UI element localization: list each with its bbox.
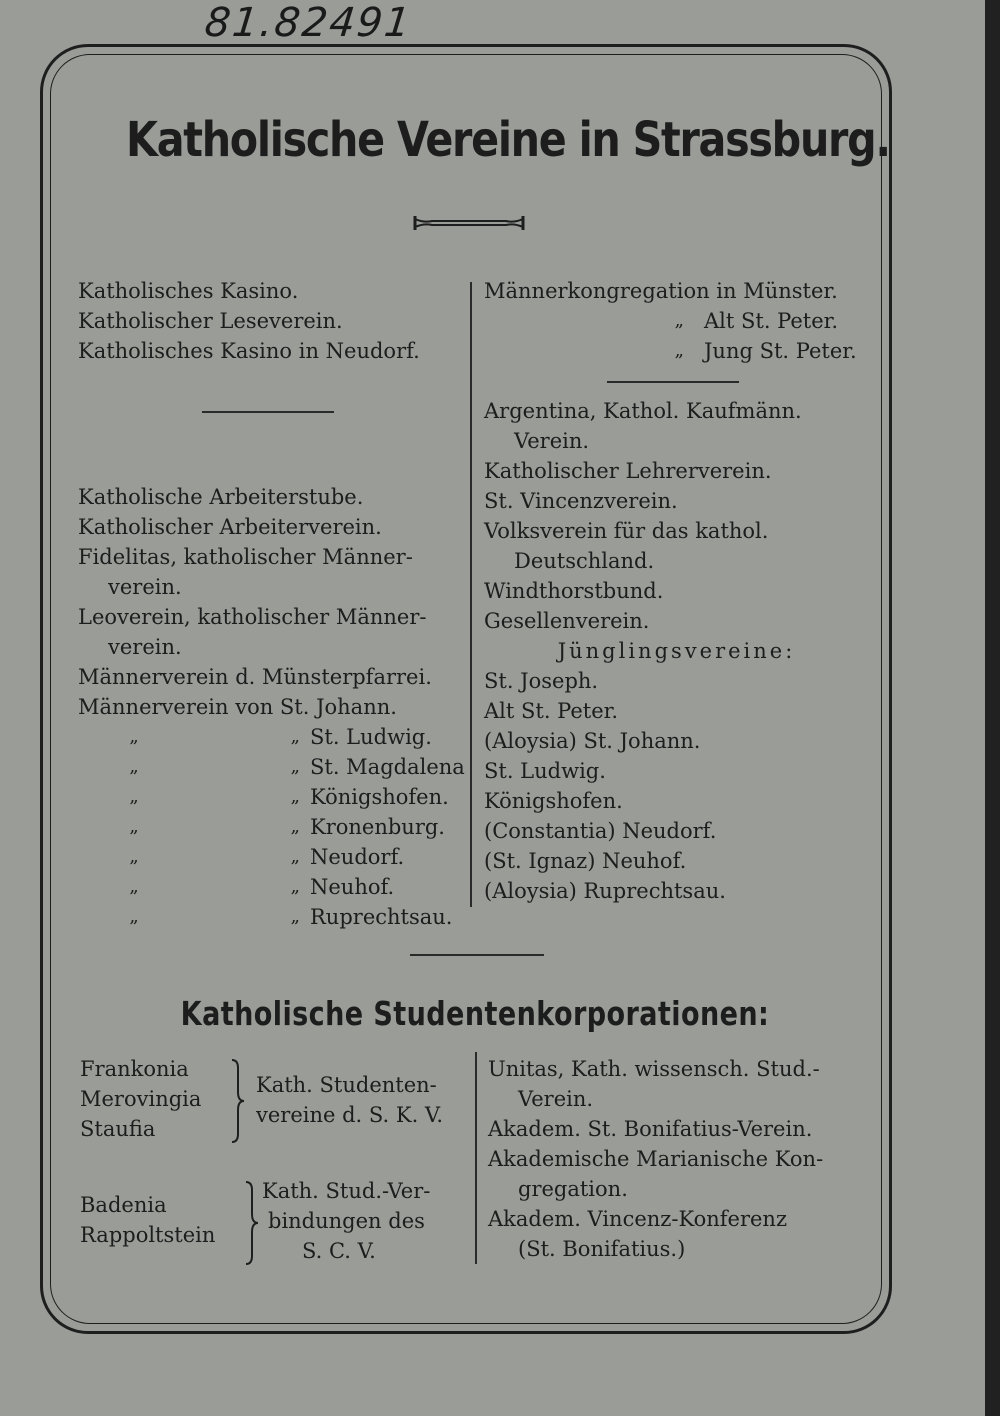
list-item: Akadem. St. Bonifatius-Verein. bbox=[488, 1117, 813, 1141]
list-item: Gesellenverein. bbox=[484, 609, 650, 633]
left-column bbox=[78, 276, 468, 932]
list-item: (St. Bonifatius.) bbox=[518, 1237, 686, 1261]
column-divider bbox=[475, 1052, 477, 1264]
list-item: gregation. bbox=[518, 1177, 628, 1201]
list-item: „ „ Ruprechtsau. bbox=[129, 905, 453, 929]
ornament-divider bbox=[412, 212, 526, 234]
list-item: Alt St. Peter. bbox=[484, 699, 619, 723]
list-item: Fidelitas, katholischer Männer- bbox=[78, 545, 413, 569]
list-item: „ „ Neudorf. bbox=[129, 845, 405, 869]
list-item: „ „ Neuhof. bbox=[129, 875, 395, 899]
list-item: verein. bbox=[108, 635, 182, 659]
list-item: Akadem. Vincenz-Konferenz bbox=[488, 1207, 788, 1231]
student-group-b bbox=[80, 1190, 215, 1250]
list-item: Staufia bbox=[80, 1117, 156, 1141]
list-item: Königshofen. bbox=[484, 789, 623, 813]
list-item: (Aloysia) Ruprechtsau. bbox=[484, 879, 726, 903]
list-item: „ „ Kronenburg. bbox=[129, 815, 445, 839]
page-title: Katholische Vereine in Strassburg. bbox=[126, 112, 890, 168]
list-item: „ „ Königshofen. bbox=[129, 785, 449, 809]
list-item: Katholische Arbeiterstube. bbox=[78, 485, 364, 509]
handwritten-shelfmark: 81.82491 bbox=[202, 0, 415, 46]
list-item: Leoverein, katholischer Männer- bbox=[78, 605, 427, 629]
brace-icon bbox=[242, 1180, 262, 1266]
list-item: Katholischer Arbeiterverein. bbox=[78, 515, 382, 539]
section-divider bbox=[607, 381, 739, 383]
list-item: Windthorstbund. bbox=[484, 579, 664, 603]
list-item: „ „ St. Ludwig. bbox=[129, 725, 432, 749]
section-heading: Jünglingsvereine: bbox=[557, 639, 796, 663]
list-item: Verein. bbox=[518, 1087, 594, 1111]
page-edge-shadow bbox=[985, 0, 1000, 1416]
student-group-b-label: Kath. Stud.-Ver- bindungen des S. C. V. bbox=[262, 1179, 431, 1263]
list-item: St. Ludwig. bbox=[484, 759, 606, 783]
list-item: Katholisches Kasino. bbox=[78, 279, 299, 303]
list-item: St. Joseph. bbox=[484, 669, 599, 693]
list-item: Akademische Marianische Kon- bbox=[488, 1147, 824, 1171]
list-item: Volksverein für das kathol. bbox=[484, 519, 769, 543]
list-item: Rappoltstein bbox=[80, 1223, 216, 1247]
right-column bbox=[484, 276, 869, 906]
list-item: verein. bbox=[108, 575, 182, 599]
list-item: Deutschland. bbox=[514, 549, 655, 573]
list-item: (Aloysia) St. Johann. bbox=[484, 729, 701, 753]
list-item: Badenia bbox=[80, 1193, 167, 1217]
list-item: Argentina, Kathol. Kaufmänn. bbox=[484, 399, 802, 423]
student-group-a bbox=[80, 1054, 201, 1144]
list-item: „ „ St. Magdalena bbox=[129, 755, 465, 779]
list-item: (Constantia) Neudorf. bbox=[484, 819, 717, 843]
list-item: Katholisches Kasino in Neudorf. bbox=[78, 339, 420, 363]
list-item: Merovingia bbox=[80, 1087, 202, 1111]
list-item: St. Vincenzverein. bbox=[484, 489, 678, 513]
list-item: Männerverein von St. Johann. bbox=[78, 695, 397, 719]
list-item: Männerverein d. Münsterpfarrei. bbox=[78, 665, 432, 689]
column-divider bbox=[470, 282, 472, 907]
student-group-a-label: Kath. Studenten- vereine d. S. K. V. bbox=[256, 1073, 444, 1127]
student-right-column bbox=[488, 1054, 870, 1264]
list-item: „ Alt St. Peter. bbox=[674, 309, 839, 333]
list-item: Verein. bbox=[514, 429, 590, 453]
list-item: Frankonia bbox=[80, 1057, 189, 1081]
list-item: Männerkongregation in Münster. bbox=[484, 279, 838, 303]
brace-icon bbox=[228, 1058, 248, 1144]
list-item: Katholischer Lehrerverein. bbox=[484, 459, 772, 483]
section-title: Katholische Studentenkorporationen: bbox=[180, 994, 770, 1033]
list-item: „ Jung St. Peter. bbox=[674, 339, 857, 363]
section-divider bbox=[410, 954, 544, 956]
section-divider bbox=[202, 411, 334, 413]
list-item: (St. Ignaz) Neuhof. bbox=[484, 849, 687, 873]
list-item: Katholischer Leseverein. bbox=[78, 309, 343, 333]
list-item: Unitas, Kath. wissensch. Stud.- bbox=[488, 1057, 820, 1081]
